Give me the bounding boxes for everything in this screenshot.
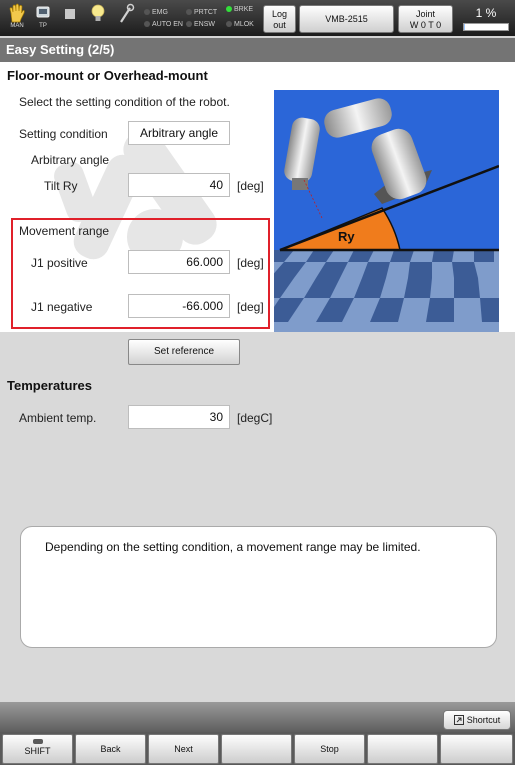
speed-value: 1 % — [475, 6, 497, 20]
shortcut-button[interactable]: Shortcut — [443, 710, 511, 730]
speed-indicator[interactable] — [461, 5, 511, 33]
prtct-indicator: PRTCT — [186, 8, 217, 17]
ambient-temp-label: Ambient temp. — [19, 411, 97, 425]
info-message-box — [20, 526, 497, 648]
shortcut-bar — [0, 702, 515, 732]
ry-angle-label: Ry — [338, 229, 355, 244]
next-button[interactable]: Next — [148, 734, 219, 764]
mount-section-heading: Floor-mount or Overhead-mount — [7, 68, 208, 83]
robot-model-button[interactable]: VMB-2515 — [299, 5, 394, 33]
page-title: Easy Setting (2/5) — [0, 38, 515, 62]
function-key-bar — [0, 732, 515, 765]
shift-button[interactable]: SHIFT — [2, 734, 73, 764]
j1-negative-input[interactable]: -66.000 — [128, 294, 230, 318]
function-key-4[interactable] — [221, 734, 292, 764]
ensw-indicator: ENSW — [186, 20, 215, 29]
mount-angle-illustration — [274, 90, 499, 332]
status-bar — [0, 0, 515, 36]
teach-pendant-icon[interactable]: TP — [31, 3, 55, 33]
ambient-temp-unit: [degC] — [237, 411, 273, 425]
set-reference-button[interactable]: Set reference — [128, 339, 240, 365]
function-key-6[interactable] — [367, 734, 438, 764]
auto-en-indicator: AUTO EN — [144, 20, 183, 29]
brake-indicator: BRKE — [226, 5, 253, 14]
light-bulb-icon[interactable] — [86, 3, 110, 33]
speed-bar — [463, 23, 509, 31]
hand-icon[interactable]: MAN — [5, 3, 29, 33]
j1-positive-unit: [deg] — [237, 256, 264, 270]
movement-range-heading: Movement range — [19, 224, 110, 238]
info-message-text: Depending on the setting condition, a movement range may be limited. — [45, 540, 421, 554]
j1-positive-label: J1 positive — [31, 256, 88, 270]
arbitrary-angle-label: Arbitrary angle — [31, 153, 110, 167]
coordinate-system-button[interactable]: Joint W 0 T 0 — [398, 5, 453, 33]
instruction-text: Select the setting condition of the robot. — [19, 95, 230, 109]
wrench-icon[interactable] — [114, 3, 138, 33]
j1-positive-input[interactable]: 66.000 — [128, 250, 230, 274]
j1-negative-unit: [deg] — [237, 300, 264, 314]
tilt-ry-unit: [deg] — [237, 179, 264, 193]
shortcut-icon — [454, 715, 464, 725]
main-content — [0, 62, 515, 702]
stop-square-icon[interactable] — [58, 3, 82, 33]
mount-settings-panel — [0, 62, 515, 332]
function-key-7[interactable] — [440, 734, 513, 764]
stop-button[interactable]: Stop — [294, 734, 365, 764]
setting-condition-label: Setting condition — [19, 127, 108, 141]
j1-negative-label: J1 negative — [31, 300, 93, 314]
emg-indicator: EMG — [144, 8, 168, 17]
setting-condition-select[interactable]: Arbitrary angle — [128, 121, 230, 145]
logout-button[interactable]: Log out — [263, 5, 296, 33]
tilt-ry-label: Tilt Ry — [44, 179, 78, 193]
tilt-ry-input[interactable]: 40 — [128, 173, 230, 197]
temperatures-heading: Temperatures — [7, 378, 93, 393]
ambient-temp-input[interactable]: 30 — [128, 405, 230, 429]
mlok-indicator: MLOK — [226, 20, 254, 29]
shift-indicator — [33, 739, 43, 744]
back-button[interactable]: Back — [75, 734, 146, 764]
